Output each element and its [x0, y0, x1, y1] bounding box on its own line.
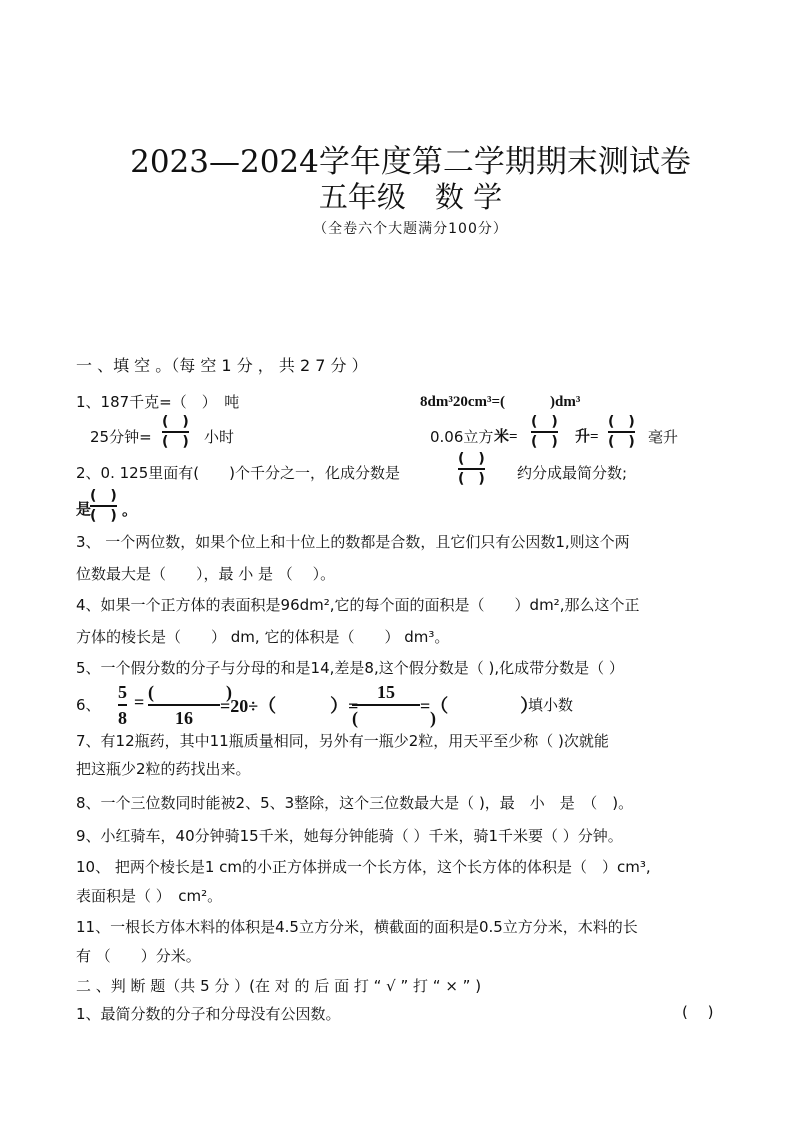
question-11-line1: 11、一根长方体木料的体积是4.5立方分米，横截面的面积是0.5立方分米，木料的长 [76, 918, 638, 936]
question-2-line2: 是 [76, 502, 92, 518]
fraction-denominator: ( ) [90, 508, 117, 524]
question-1d-mid2: 升= [575, 429, 599, 445]
fraction-bar [531, 431, 558, 433]
question-1c-post: 小时 [204, 428, 235, 446]
question-4-line1: 4、如果一个正方体的表面积是96dm²,它的每个面的面积是（ ）dm²,那么这个正 [76, 596, 640, 614]
fraction-numerator: ( ) [458, 451, 485, 467]
fraction-blank-16 [148, 682, 232, 728]
question-1c-pre: 25分钟= [90, 428, 152, 446]
section2-heading: 二 、判 断 题（共 5 分 ）(在 对 的 后 面 打 “ √ ” 打 “ × ” ) [76, 977, 482, 995]
fraction-bar [90, 505, 117, 507]
fraction-bar [148, 704, 220, 706]
fraction-15-blank [352, 682, 436, 728]
question-1d-mid: 米= [494, 429, 518, 445]
fraction-numerator: ( ) [90, 488, 117, 504]
fraction-bar [118, 704, 127, 706]
fraction-bar [162, 431, 189, 433]
fraction-numerator: ( ) [608, 414, 635, 430]
fraction-numerator: 5 [118, 682, 127, 702]
question-2-post: 约分成最简分数; [517, 464, 628, 482]
question-1b: 8dm³20cm³=( )dm³ [420, 394, 581, 410]
page-title: 2023—2024学年度第二学期期末测试卷 [130, 144, 691, 180]
fraction-denominator: ( ) [608, 434, 635, 450]
question-7-line1: 7、有12瓶药，其中11瓶质量相同，另外有一瓶少2粒，用天平至少称（ )次就能 [76, 732, 609, 750]
fraction-numerator: ( ) [162, 414, 189, 430]
fraction-numerator: ( ) [531, 414, 558, 430]
question-5: 5、一个假分数的分子与分母的和是14,差是8,这个假分数是（ ),化成带分数是（ ） [76, 659, 624, 677]
question-6-middle: =20÷（ ）= [220, 696, 359, 716]
fraction-denominator: ( ) [458, 471, 485, 487]
page-note: （全卷六个大题满分100分） [313, 221, 508, 237]
question-6-number: 6、 [76, 696, 101, 714]
page-subtitle: 五年级 数 学 [318, 180, 503, 214]
question-8: 8、一个三位数同时能被2、5、3整除，这个三位数最大是（ )，最 小 是 （ )。 [76, 794, 634, 812]
question-10-line1: 10、 把两个棱长是1 cm的小正方体拼成一个长方体，这个长方体的体积是（ ）cm³, [76, 858, 651, 876]
fraction-5-8 [118, 682, 127, 728]
fraction-blank [90, 488, 117, 524]
question-2-dot: 。 [122, 503, 138, 519]
fraction-denominator: 16 [175, 708, 193, 728]
section1-heading: 一 、填 空 。（每 空 1 分 ， 共 2 7 分 ） [76, 356, 368, 375]
question-3-line2: 位数最大是（ ），最 小 是 （ ）。 [76, 565, 336, 583]
question-2: 2、0. 125里面有( )个千分之一，化成分数是 [76, 464, 400, 482]
equals-sign: = [134, 692, 145, 712]
question-1a: 1、187千克=（ ） 吨 [76, 393, 240, 411]
question-9: 9、小红骑车，40分钟骑15千米，她每分钟能骑（ ）千米，骑1千米要（ ）分钟。 [76, 827, 623, 845]
fraction-denominator: ( ) [352, 708, 436, 728]
question-11-line2: 有 （ ）分米。 [76, 947, 201, 965]
fraction-bar [458, 468, 485, 470]
judgement-question-1: 1、最简分数的分子和分母没有公因数。 [76, 1005, 341, 1023]
question-6-fill-hint: 填小数 [528, 696, 574, 714]
fraction-denominator: 8 [118, 708, 127, 728]
fraction-blank [458, 451, 485, 487]
judgement-answer-blank: ( ) [682, 1003, 714, 1021]
fraction-bar [608, 431, 635, 433]
fraction-blank [531, 414, 558, 450]
question-1d-pre: 0.06立方 [430, 428, 494, 446]
fraction-bar [352, 704, 420, 706]
fraction-blank [608, 414, 635, 450]
question-4-line2: 方体的棱长是（ ） dm, 它的体积是（ ） dm³。 [76, 628, 450, 646]
question-7-line2: 把这瓶少2粒的药找出来。 [76, 760, 251, 778]
question-6-tail: =（ ） [420, 696, 539, 716]
fraction-numerator: 15 [377, 682, 395, 702]
fraction-denominator: ( ) [162, 434, 189, 450]
fraction-blank [162, 414, 189, 450]
question-1d-post: 毫升 [648, 428, 679, 446]
question-10-line2: 表面积是（ ） cm²。 [76, 887, 223, 905]
question-3-line1: 3、 一个两位数，如果个位上和十位上的数都是合数，且它们只有公因数1,则这个两 [76, 533, 630, 551]
fraction-denominator: ( ) [531, 434, 558, 450]
fraction-numerator: ( ) [148, 682, 232, 702]
